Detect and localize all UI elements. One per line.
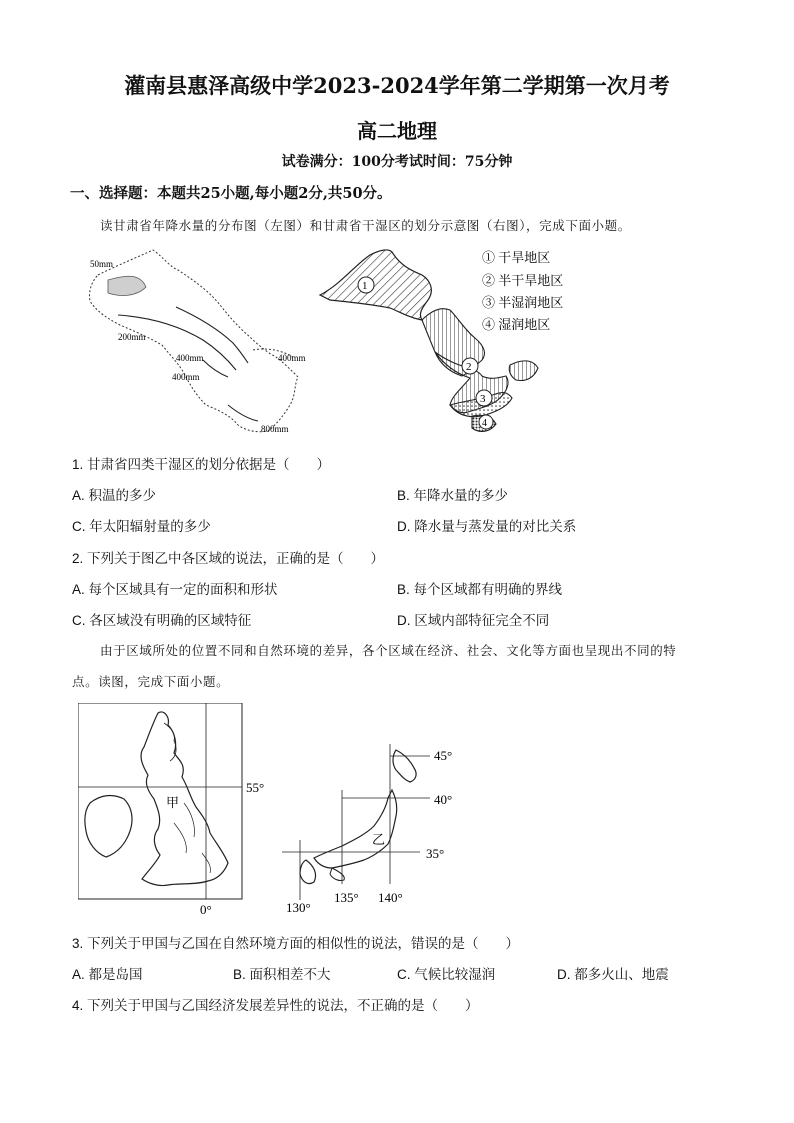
question-2-stem: 2. 下列关于图乙中各区域的说法，正确的是（ ） [72,551,385,566]
question-3-option-c: C. 气候比较湿润 [397,967,496,982]
japan-lon-140: 140° [378,890,403,905]
exam-title: 灌南县惠泽高级中学2023-2024学年第二学期第一次月考 [124,73,670,98]
question-4-stem: 4. 下列关于甲国与乙国经济发展差异性的说法，不正确的是（ ） [72,998,479,1013]
isoline-label-50: 50mm [90,259,114,269]
isoline-label-800: 800mm [261,424,289,434]
japan-lat-40: 40° [434,792,453,807]
intro-region-line1: 由于区域所处的位置不同和自然环境的差异，各个区域在经济、社会、文化等方面也呈现出不同的特 [100,643,677,658]
question-3-option-b: B. 面积相差不大 [233,967,331,982]
question-1-option-a: A. 积温的多少 [72,488,157,503]
drywet-legend [482,250,563,332]
gansu-drywet-map [310,240,600,440]
isoline-label-200: 200mm [118,332,146,342]
uk-map [78,703,278,918]
region-label-4: 4 [482,418,487,429]
isoline-label-400a: 400mm [176,353,204,363]
uk-lon-0: 0° [200,902,212,917]
question-2-option-c: C. 各区域没有明确的区域特征 [72,613,252,628]
isoline-label-400c: 400mm [172,372,200,382]
question-1-option-b: B. 年降水量的多少 [397,488,509,503]
question-3-option-a: A. 都是岛国 [72,967,143,982]
isoline-label-400b: 400mm [278,353,306,363]
region-label-1: 1 [362,280,368,292]
legend-arid: ① 干旱地区 [482,250,551,265]
japan-map [270,740,490,920]
japan-lat-45: 45° [434,748,453,763]
question-1-option-c: C. 年太阳辐射量的多少 [72,519,211,534]
exam-subject: 高二地理 [357,119,437,143]
exam-meta: 试卷满分：100分考试时间：75分钟 [281,154,513,170]
legend-humid: ④ 湿润地区 [482,317,551,332]
gansu-precipitation-map [78,245,323,440]
intro-region-line2: 点。读图，完成下面小题。 [72,674,230,689]
japan-lat-35: 35° [426,846,445,861]
question-2-option-a: A. 每个区域具有一定的面积和形状 [72,582,278,597]
question-3-stem: 3. 下列关于甲国与乙国在自然环境方面的相似性的说法，错误的是（ ） [72,936,520,951]
intro-gansu: 读甘肃省年降水量的分布图（左图）和甘肃省干湿区的划分示意图（右图），完成下面小题。 [100,218,631,233]
section-heading: 一、选择题：本题共25小题,每小题2分,共50分。 [70,185,392,202]
question-2-option-b: B. 每个区域都有明确的界线 [397,582,563,597]
question-1-stem: 1. 甘肃省四类干湿区的划分依据是（ ） [72,457,331,472]
region-label-3: 3 [480,393,486,405]
legend-semihumid: ③ 半湿润地区 [482,295,564,310]
japan-lon-135: 135° [334,890,359,905]
japan-lon-130: 130° [286,900,311,915]
legend-semiarid: ② 半干旱地区 [482,273,564,288]
country-label-yi: 乙 [372,832,386,847]
uk-lat-55: 55° [246,780,265,795]
region-label-2: 2 [466,361,472,373]
country-label-jia: 甲 [166,795,180,810]
question-1-option-d: D. 降水量与蒸发量的对比关系 [397,519,577,534]
question-2-option-d: D. 区域内部特征完全不同 [397,613,550,628]
question-3-option-d: D. 都多火山、地震 [557,967,669,982]
